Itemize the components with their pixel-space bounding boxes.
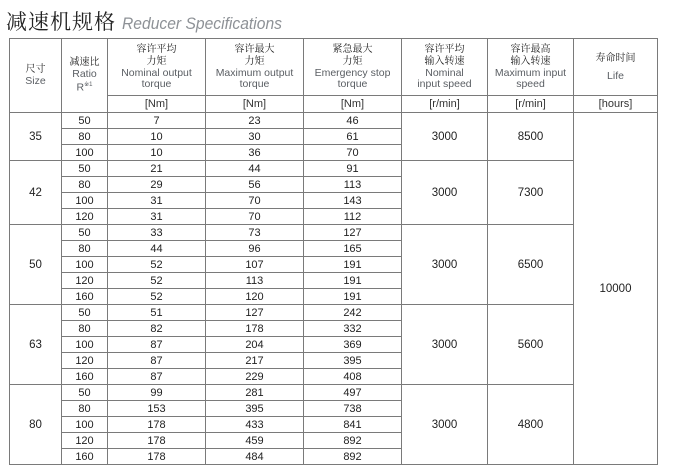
ratio-cell: 50 [62, 385, 108, 401]
header-emergency-torque: 紧急最大 力矩 Emergency stop torque [304, 39, 402, 96]
header-nominal-speed: 容许平均 输入转速 Nominal input speed [402, 39, 488, 96]
ratio-cell: 80 [62, 177, 108, 193]
max-torque-cell: 484 [206, 449, 304, 465]
nominal-torque-cell: 82 [108, 321, 206, 337]
max-torque-cell: 56 [206, 177, 304, 193]
size-cell: 50 [10, 225, 62, 305]
max-torque-cell: 217 [206, 353, 304, 369]
max-torque-cell: 178 [206, 321, 304, 337]
table-row [10, 305, 658, 321]
nominal-torque-cell: 99 [108, 385, 206, 401]
emergency-torque-cell: 738 [304, 401, 402, 417]
max-speed-cell: 6500 [488, 225, 574, 305]
emergency-torque-cell: 46 [304, 113, 402, 129]
size-cell: 35 [10, 113, 62, 161]
max-speed-cell: 4800 [488, 385, 574, 465]
max-torque-cell: 73 [206, 225, 304, 241]
nominal-torque-cell: 52 [108, 273, 206, 289]
header-row [10, 39, 658, 96]
nominal-torque-cell: 178 [108, 417, 206, 433]
unit-emergency-torque: [Nm] [304, 96, 402, 113]
emergency-torque-cell: 395 [304, 353, 402, 369]
unit-life: [hours] [574, 96, 658, 113]
max-torque-cell: 96 [206, 241, 304, 257]
unit-nominal-speed: [r/min] [402, 96, 488, 113]
ratio-cell: 80 [62, 241, 108, 257]
reducer-spec-table [9, 38, 658, 465]
spec-table-body [10, 113, 658, 465]
ratio-cell: 120 [62, 209, 108, 225]
unit-max-speed: [r/min] [488, 96, 574, 113]
nominal-speed-cell: 3000 [402, 113, 488, 161]
table-row [10, 113, 658, 129]
max-torque-cell: 23 [206, 113, 304, 129]
emergency-torque-cell: 61 [304, 129, 402, 145]
ratio-cell: 100 [62, 145, 108, 161]
nominal-torque-cell: 153 [108, 401, 206, 417]
nominal-torque-cell: 44 [108, 241, 206, 257]
max-torque-cell: 30 [206, 129, 304, 145]
nominal-speed-cell: 3000 [402, 385, 488, 465]
table-row [10, 225, 658, 241]
emergency-torque-cell: 369 [304, 337, 402, 353]
life-cell: 10000 [574, 113, 658, 465]
emergency-torque-cell: 497 [304, 385, 402, 401]
ratio-cell: 160 [62, 449, 108, 465]
nominal-torque-cell: 87 [108, 337, 206, 353]
emergency-torque-cell: 127 [304, 225, 402, 241]
table-row [10, 385, 658, 401]
nominal-torque-cell: 87 [108, 353, 206, 369]
nominal-torque-cell: 51 [108, 305, 206, 321]
ratio-cell: 100 [62, 337, 108, 353]
ratio-cell: 100 [62, 417, 108, 433]
ratio-cell: 80 [62, 401, 108, 417]
emergency-torque-cell: 191 [304, 289, 402, 305]
emergency-torque-cell: 70 [304, 145, 402, 161]
ratio-cell: 80 [62, 321, 108, 337]
unit-max-torque: [Nm] [206, 96, 304, 113]
emergency-torque-cell: 892 [304, 433, 402, 449]
max-torque-cell: 204 [206, 337, 304, 353]
nominal-torque-cell: 87 [108, 369, 206, 385]
ratio-cell: 160 [62, 289, 108, 305]
emergency-torque-cell: 113 [304, 177, 402, 193]
max-torque-cell: 229 [206, 369, 304, 385]
header-size: 尺寸 Size [10, 39, 62, 113]
ratio-cell: 50 [62, 225, 108, 241]
max-torque-cell: 70 [206, 209, 304, 225]
nominal-torque-cell: 7 [108, 113, 206, 129]
ratio-cell: 100 [62, 257, 108, 273]
max-torque-cell: 281 [206, 385, 304, 401]
max-torque-cell: 127 [206, 305, 304, 321]
max-torque-cell: 107 [206, 257, 304, 273]
header-ratio: 减速比 Ratio $R^{※1}$ [62, 39, 108, 113]
max-speed-cell: 8500 [488, 113, 574, 161]
max-speed-cell: 5600 [488, 305, 574, 385]
emergency-torque-cell: 91 [304, 161, 402, 177]
emergency-torque-cell: 242 [304, 305, 402, 321]
nominal-torque-cell: 178 [108, 433, 206, 449]
nominal-torque-cell: 29 [108, 177, 206, 193]
emergency-torque-cell: 408 [304, 369, 402, 385]
nominal-torque-cell: 10 [108, 145, 206, 161]
emergency-torque-cell: 191 [304, 273, 402, 289]
max-torque-cell: 36 [206, 145, 304, 161]
emergency-torque-cell: 143 [304, 193, 402, 209]
nominal-torque-cell: 31 [108, 193, 206, 209]
emergency-torque-cell: 165 [304, 241, 402, 257]
nominal-torque-cell: 10 [108, 129, 206, 145]
max-torque-cell: 433 [206, 417, 304, 433]
max-torque-cell: 113 [206, 273, 304, 289]
header-max-speed: 容许最高 输入转速 Maximum input speed [488, 39, 574, 96]
header-max-torque: 容许最大 力矩 Maximum output torque [206, 39, 304, 96]
ratio-cell: 80 [62, 129, 108, 145]
page-title [6, 6, 296, 34]
emergency-torque-cell: 841 [304, 417, 402, 433]
ratio-cell: 160 [62, 369, 108, 385]
size-cell: 80 [10, 385, 62, 465]
ratio-cell: 50 [62, 305, 108, 321]
max-torque-cell: 120 [206, 289, 304, 305]
nominal-torque-cell: 52 [108, 289, 206, 305]
max-torque-cell: 70 [206, 193, 304, 209]
emergency-torque-cell: 191 [304, 257, 402, 273]
header-nominal-torque: 容许平均 力矩 Nominal output torque [108, 39, 206, 96]
header-life: 寿命时间 Life [574, 39, 658, 96]
size-cell: 63 [10, 305, 62, 385]
ratio-cell: 50 [62, 161, 108, 177]
max-torque-cell: 459 [206, 433, 304, 449]
max-torque-cell: 395 [206, 401, 304, 417]
nominal-torque-cell: 21 [108, 161, 206, 177]
title-chinese: 减速机规格 [6, 10, 116, 34]
ratio-cell: 120 [62, 273, 108, 289]
ratio-cell: 50 [62, 113, 108, 129]
unit-nominal-torque: [Nm] [108, 96, 206, 113]
nominal-torque-cell: 31 [108, 209, 206, 225]
max-torque-cell: 44 [206, 161, 304, 177]
size-cell: 42 [10, 161, 62, 225]
nominal-torque-cell: 33 [108, 225, 206, 241]
unit-row [10, 96, 658, 113]
emergency-torque-cell: 892 [304, 449, 402, 465]
nominal-speed-cell: 3000 [402, 161, 488, 225]
nominal-torque-cell: 52 [108, 257, 206, 273]
title-english: Reducer Specifications [122, 14, 282, 33]
max-speed-cell: 7300 [488, 161, 574, 225]
nominal-speed-cell: 3000 [402, 305, 488, 385]
emergency-torque-cell: 112 [304, 209, 402, 225]
emergency-torque-cell: 332 [304, 321, 402, 337]
nominal-speed-cell: 3000 [402, 225, 488, 305]
nominal-torque-cell: 178 [108, 449, 206, 465]
ratio-cell: 100 [62, 193, 108, 209]
ratio-cell: 120 [62, 433, 108, 449]
ratio-cell: 120 [62, 353, 108, 369]
table-row [10, 161, 658, 177]
